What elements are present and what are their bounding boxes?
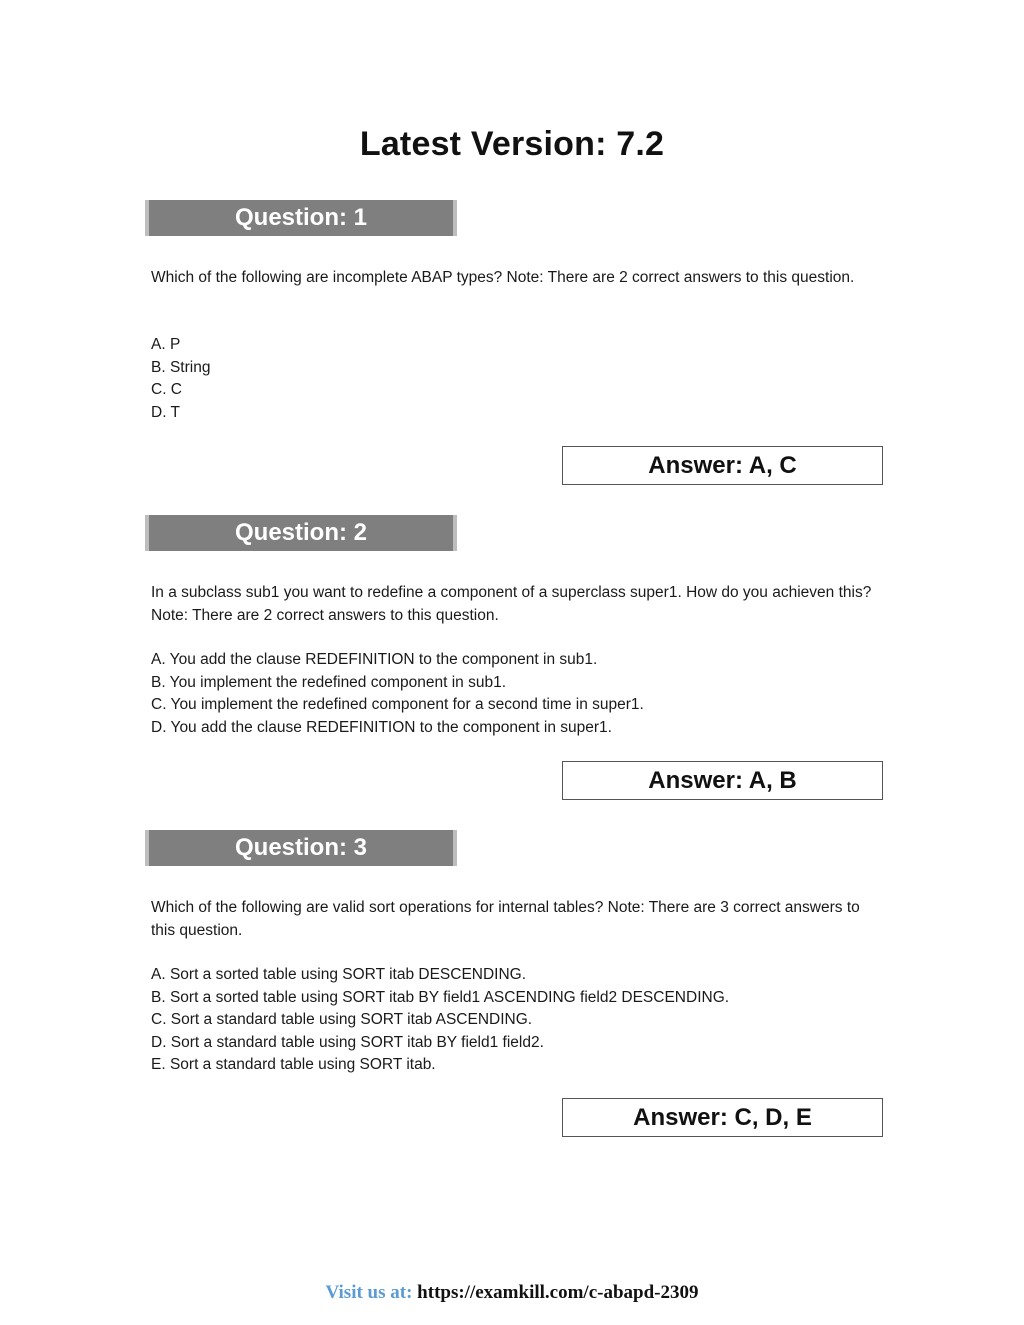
question-2-header: Question: 2 bbox=[145, 515, 457, 551]
footer-url-link[interactable]: https://examkill.com/c-abapd-2309 bbox=[417, 1282, 699, 1303]
footer bbox=[0, 1282, 1024, 1304]
option-item: D. T bbox=[151, 403, 180, 421]
question-3-answer: Answer: C, D, E bbox=[562, 1098, 883, 1137]
option-item: B. Sort a sorted table using SORT itab BY field1 ASCENDING field2 DESCENDING. bbox=[151, 988, 730, 1006]
question-1-answer: Answer: A, C bbox=[562, 446, 883, 485]
question-3-options bbox=[151, 964, 881, 1077]
option-item: B. You implement the redefined component in sub1. bbox=[151, 673, 507, 691]
option-item: A. You add the clause REDEFINITION to the component in sub1. bbox=[151, 651, 598, 668]
option-item: D. You add the clause REDEFINITION to the component in super1. bbox=[151, 718, 612, 736]
option-item: B. String bbox=[151, 358, 211, 376]
option-item: E. Sort a standard table using SORT itab. bbox=[151, 1056, 436, 1073]
question-3-header: Question: 3 bbox=[145, 830, 457, 866]
footer-visit-label: Visit us at: bbox=[325, 1282, 413, 1303]
option-item: D. Sort a standard table using SORT itab BY field1 field2. bbox=[151, 1033, 544, 1051]
question-1-header: Question: 1 bbox=[145, 200, 457, 236]
option-item: C. You implement the redefined component for a second time in super1. bbox=[151, 696, 644, 713]
question-2-text: In a subclass sub1 you want to redefine a component of a superclass super1. How do you achieven this? Note: There are 2 correct answers to this question. bbox=[151, 584, 872, 624]
page-title: Latest Version: 7.2 bbox=[359, 125, 665, 163]
option-item: C. C bbox=[151, 381, 182, 398]
question-1-options bbox=[151, 334, 881, 424]
option-item: A. P bbox=[151, 336, 181, 353]
question-2-options bbox=[151, 649, 881, 739]
question-1-text: Which of the following are incomplete ABAP types? Note: There are 2 correct answers to this question. bbox=[151, 269, 855, 286]
question-3-text: Which of the following are valid sort operations for internal tables? Note: There are 3 correct answers to this question. bbox=[151, 899, 860, 939]
option-item: A. Sort a sorted table using SORT itab DESCENDING. bbox=[151, 966, 527, 983]
option-item: C. Sort a standard table using SORT itab ASCENDING. bbox=[151, 1011, 533, 1028]
question-2-answer: Answer: A, B bbox=[562, 761, 883, 800]
